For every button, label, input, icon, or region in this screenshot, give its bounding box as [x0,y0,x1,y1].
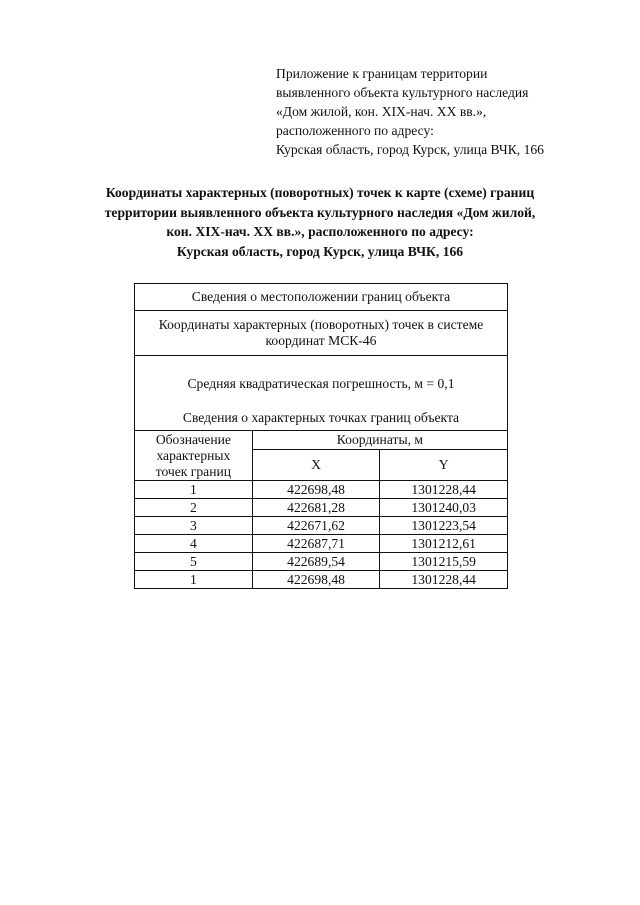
column-header-point [135,431,253,481]
column-header-coordinates: Координаты, м [252,431,507,450]
column-header-point-line: Обозначение [155,431,231,447]
x-cell: 422681,28 [252,499,380,517]
x-cell: 422687,71 [252,535,380,553]
title-line: кон. XIX-нач. XX вв.», расположенного по адресу: [166,224,474,239]
title-line: Координаты характерных (поворотных) точек к карте (схеме) границ [105,185,535,200]
table-row [135,481,508,499]
column-header-point-line: точек границ [155,463,232,479]
annex-line: выявленного объекта культурного наследия [276,85,529,100]
point-cell: 2 [135,499,253,517]
annex-line: Курская область, город Курск, улица ВЧК, 166 [276,142,544,157]
header-system-line: координат МСК-46 [265,333,377,348]
table-header-accuracy [135,356,508,431]
y-cell: 1301240,03 [380,499,508,517]
table-row [135,499,508,517]
point-cell: 1 [135,481,253,499]
x-cell: 422698,48 [252,481,380,499]
y-cell: 1301228,44 [380,481,508,499]
point-cell: 3 [135,517,253,535]
annex-line: Приложение к границам территории [276,66,488,81]
column-header-point-line: характерных [156,447,231,463]
point-cell: 5 [135,553,253,571]
coordinates-table [134,283,508,589]
table-row [135,571,508,589]
title-line: Курская область, город Курск, улица ВЧК, 166 [176,243,464,259]
header-system-line: Координаты характерных (поворотных) точек в системе [158,317,484,332]
annex-line: «Дом жилой, кон. XIX-нач. XX вв.», [276,104,487,119]
x-cell: 422671,62 [252,517,380,535]
point-cell: 1 [135,571,253,589]
table-row [135,517,508,535]
document-title [80,183,560,261]
y-cell: 1301223,54 [380,517,508,535]
table-header-boundaries: Сведения о местоположении границ объекта [135,284,508,311]
table-row [135,553,508,571]
table-row [135,535,508,553]
points-info-text: Сведения о характерных точках границ объекта [182,409,460,425]
annex-line: расположенного по адресу: [276,123,434,138]
x-cell: 422689,54 [252,553,380,571]
y-cell: 1301212,61 [380,535,508,553]
y-cell: 1301215,59 [380,553,508,571]
y-cell: 1301228,44 [380,571,508,589]
annex-note [276,64,544,159]
point-cell: 4 [135,535,253,553]
accuracy-text: Средняя квадратическая погрешность, м = 0,1 [187,375,455,391]
table-header-system [135,311,508,356]
column-header-y: Y [380,450,508,481]
x-cell: 422698,48 [252,571,380,589]
column-header-x: X [252,450,380,481]
title-line: территории выявленного объекта культурного наследия «Дом жилой, [104,204,536,220]
